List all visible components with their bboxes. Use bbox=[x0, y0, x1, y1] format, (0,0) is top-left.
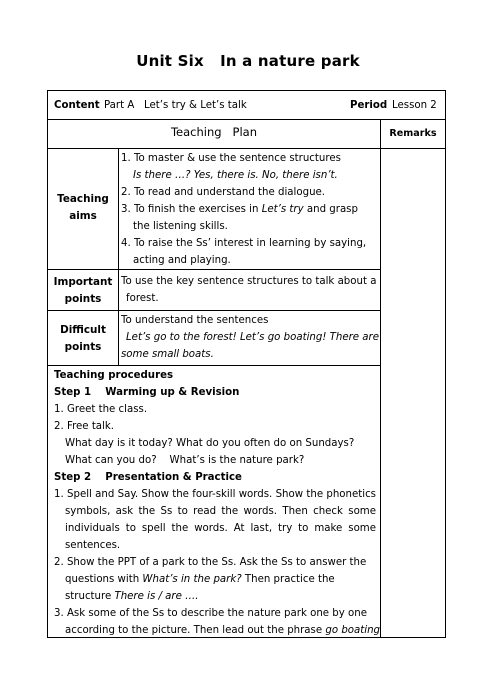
aim-text: and grasp bbox=[303, 204, 358, 215]
procedure-line: 1. Greet the class. bbox=[54, 404, 148, 415]
row-divider bbox=[48, 365, 380, 366]
label-line: Teaching bbox=[57, 193, 109, 205]
procedure-text-emphasis: What’s in the park? bbox=[142, 574, 242, 585]
period-value: Lesson 2 bbox=[392, 100, 437, 111]
label-line: Important bbox=[53, 276, 113, 288]
procedure-text-emphasis: There is / are …. bbox=[114, 591, 199, 602]
step-2-heading: Step 2 Presentation & Practice bbox=[54, 472, 242, 483]
procedure-line: 1. Spell and Say. Show the four-skill words. Show the phonetics bbox=[54, 489, 376, 500]
label-line: Difficult bbox=[60, 324, 106, 336]
procedure-text: Then practice the bbox=[241, 574, 335, 585]
procedure-line: What day is it today? What do you often do on Sundays? bbox=[65, 438, 355, 449]
important-line: forest. bbox=[126, 293, 159, 304]
procedure-line: 2. Show the PPT of a park to the Ss. Ask the Ss to answer the bbox=[54, 557, 367, 568]
difficult-line: some small boats. bbox=[121, 349, 214, 360]
label-line: aims bbox=[69, 210, 97, 222]
lesson-plan-table bbox=[47, 90, 446, 638]
aim-line: 4. To raise the Ss’ interest in learning by saying, bbox=[121, 238, 367, 249]
procedure-line: What can you do? What’s is the nature park? bbox=[65, 455, 305, 466]
procedure-line: individuals to spell the words. At last, try to make some bbox=[65, 523, 376, 534]
content-value: Part A Let’s try & Let’s talk bbox=[104, 100, 247, 111]
important-points-label bbox=[48, 274, 118, 308]
page-title: Unit Six In a nature park bbox=[136, 52, 360, 70]
procedure-line bbox=[65, 622, 380, 639]
aim-text-emphasis: Let’s try bbox=[261, 204, 304, 215]
row-divider bbox=[48, 119, 445, 120]
procedure-text-emphasis: go boating bbox=[325, 625, 381, 636]
procedure-line: 3. Ask some of the Ss to describe the nature park one by one bbox=[54, 608, 367, 619]
label-line: points bbox=[64, 293, 102, 305]
aim-line: 2. To read and understand the dialogue. bbox=[121, 187, 326, 198]
label-line: points bbox=[64, 341, 102, 353]
procedure-line bbox=[65, 571, 335, 588]
important-line: To use the key sentence structures to talk about a bbox=[121, 276, 377, 287]
aim-line: the listening skills. bbox=[133, 221, 228, 232]
teaching-aims-label bbox=[48, 191, 118, 225]
aim-line bbox=[121, 201, 358, 218]
procedure-line: symbols, ask the Ss to read the words. Then check some bbox=[65, 506, 376, 517]
procedure-line: sentences. bbox=[65, 540, 121, 551]
remarks-heading: Remarks bbox=[389, 128, 437, 139]
column-divider bbox=[118, 148, 119, 365]
step-1-heading: Step 1 Warming up & Revision bbox=[54, 387, 240, 398]
procedure-text: questions with bbox=[65, 574, 143, 585]
row-divider bbox=[48, 310, 380, 311]
procedure-text: structure bbox=[65, 591, 115, 602]
content-label: Content bbox=[54, 100, 100, 111]
procedure-text: according to the picture. Then lead out the phrase bbox=[65, 625, 326, 636]
procedures-heading: Teaching procedures bbox=[54, 370, 174, 381]
difficult-points-label bbox=[48, 322, 118, 356]
difficult-line: To understand the sentences bbox=[121, 315, 269, 326]
aim-text: 3. To finish the exercises in bbox=[121, 204, 262, 215]
column-divider bbox=[380, 119, 381, 637]
aim-line: acting and playing. bbox=[133, 255, 231, 266]
aim-line: Is there …? Yes, there is. No, there isn’t. bbox=[133, 170, 338, 181]
row-divider bbox=[48, 148, 445, 149]
difficult-line: Let’s go to the forest! Let’s go boating! There are bbox=[126, 332, 379, 343]
period-label: Period bbox=[350, 100, 388, 111]
procedure-line: 2. Free talk. bbox=[54, 421, 115, 432]
procedure-line bbox=[65, 588, 199, 605]
aim-line: 1. To master & use the sentence structures bbox=[121, 153, 341, 164]
teaching-plan-heading: Teaching Plan bbox=[170, 125, 258, 139]
